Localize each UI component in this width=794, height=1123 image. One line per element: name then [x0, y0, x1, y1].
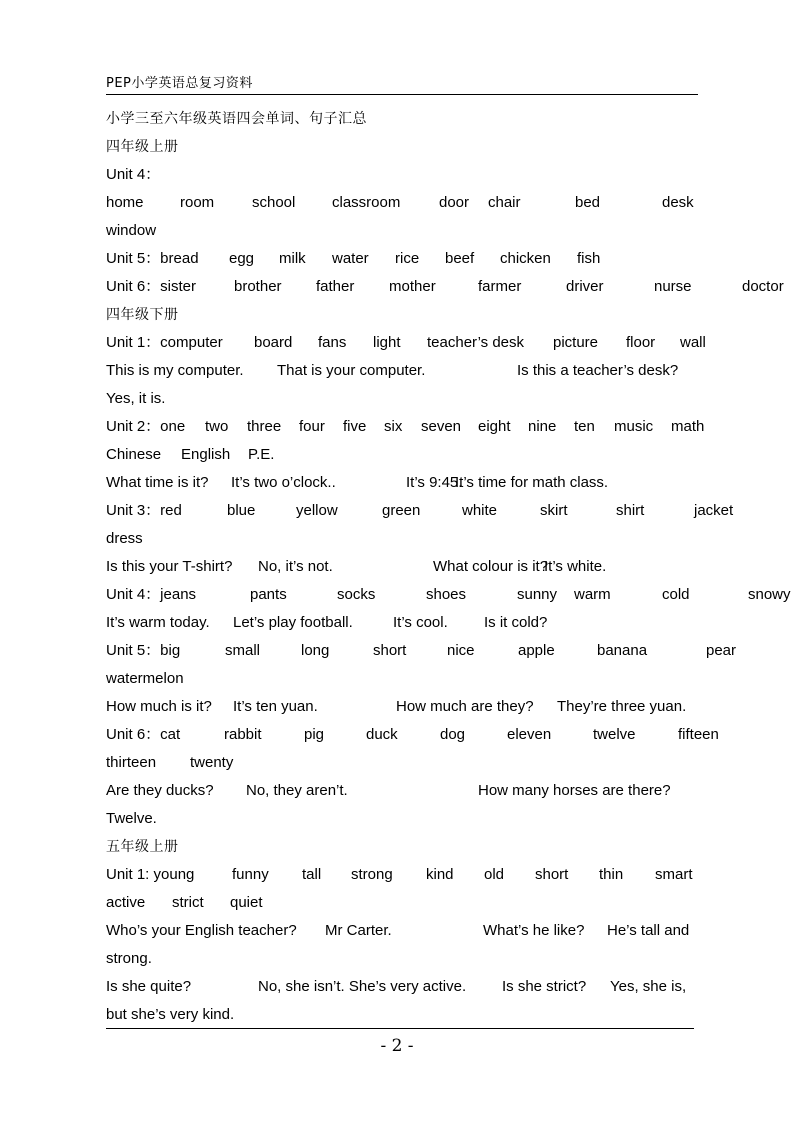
word: English: [181, 446, 231, 463]
word: Is it cold?: [484, 614, 548, 631]
page-number: - 2 -: [380, 1036, 414, 1056]
text-line: [106, 892, 794, 914]
word: cold: [662, 586, 690, 603]
word: rice: [395, 250, 420, 267]
word: nine: [528, 418, 557, 435]
word: duck: [366, 726, 398, 743]
word: quiet: [230, 894, 263, 911]
word: Is she quite?: [106, 978, 192, 995]
word: Chinese: [106, 446, 162, 463]
text-line: [106, 640, 794, 662]
word: math: [671, 418, 705, 435]
text-line: [106, 920, 794, 942]
word: doctor: [742, 278, 784, 295]
word: snowy: [748, 586, 791, 603]
word: strict: [172, 894, 204, 911]
word: green: [382, 502, 421, 519]
word: room: [180, 194, 215, 211]
word: wall: [680, 334, 706, 351]
text-line: [106, 612, 794, 634]
word: music: [614, 418, 654, 435]
word: blue: [227, 502, 256, 519]
word: Mr Carter.: [325, 922, 392, 939]
word: apple: [518, 642, 555, 659]
word: They’re three yuan.: [557, 698, 687, 715]
text-line: Yes, it is.: [106, 390, 166, 407]
word: strong: [351, 866, 393, 883]
word: warm: [574, 586, 611, 603]
word: chicken: [500, 250, 551, 267]
word: Unit 5：big: [106, 642, 181, 659]
word: yellow: [296, 502, 338, 519]
word: six: [384, 418, 403, 435]
word: No, it’s not.: [258, 558, 333, 575]
word: thin: [599, 866, 624, 883]
word: Are they ducks?: [106, 782, 214, 799]
word: What time is it?: [106, 474, 209, 491]
word: It’s ten yuan.: [233, 698, 318, 715]
word: rabbit: [224, 726, 262, 743]
word: It’s cool.: [393, 614, 448, 631]
word: ten: [574, 418, 595, 435]
text-line: 四年级上册: [106, 139, 179, 155]
word: Unit 2：one: [106, 418, 186, 435]
word: That is your computer.: [277, 362, 426, 379]
word: eleven: [507, 726, 552, 743]
text-line: strong.: [106, 950, 152, 967]
word: It’s white.: [544, 558, 607, 575]
text-line: [106, 752, 794, 774]
word: Unit 1: young: [106, 866, 195, 883]
text-line: watermelon: [106, 670, 184, 687]
word: classroom: [332, 194, 401, 211]
word: seven: [421, 418, 462, 435]
word: How many horses are there?: [478, 782, 671, 799]
word: light: [373, 334, 401, 351]
word: twenty: [190, 754, 234, 771]
text-line: [106, 780, 794, 802]
word: short: [535, 866, 569, 883]
word: fish: [577, 250, 601, 267]
word: Unit 5：bread: [106, 250, 199, 267]
text-line: Unit 4：: [106, 166, 161, 183]
word: dog: [440, 726, 466, 743]
word: skirt: [540, 502, 568, 519]
text-line: [106, 472, 794, 494]
word: fifteen: [678, 726, 719, 743]
word: Is this your T-shirt?: [106, 558, 233, 575]
word: egg: [229, 250, 255, 267]
text-line: [106, 360, 794, 382]
text-line: Twelve.: [106, 810, 157, 827]
word: old: [484, 866, 505, 883]
word: How much are they?: [396, 698, 534, 715]
text-line: [106, 696, 794, 718]
word: driver: [566, 278, 604, 295]
text-line: [106, 276, 794, 298]
word: Unit 4：jeans: [106, 586, 197, 603]
word: Unit 1：computer: [106, 334, 223, 351]
word: Unit 6：sister: [106, 278, 197, 295]
word: five: [343, 418, 367, 435]
text-line: [106, 248, 794, 270]
word: This is my computer.: [106, 362, 244, 379]
word: Let’s play football.: [233, 614, 353, 631]
word: kind: [426, 866, 454, 883]
word: smart: [655, 866, 693, 883]
word: It’s time for math class.: [455, 474, 609, 491]
word: socks: [337, 586, 376, 603]
word: He’s tall and: [607, 922, 690, 939]
word: fans: [318, 334, 347, 351]
word: beef: [445, 250, 475, 267]
word: water: [332, 250, 369, 267]
text-line: [106, 724, 794, 746]
word: short: [373, 642, 407, 659]
word: floor: [626, 334, 656, 351]
word: What colour is it?: [433, 558, 549, 575]
word: brother: [234, 278, 282, 295]
word: twelve: [593, 726, 636, 743]
word: mother: [389, 278, 436, 295]
text-line: [106, 332, 794, 354]
word: milk: [279, 250, 306, 267]
word: nurse: [654, 278, 692, 295]
header-divider: [106, 94, 698, 95]
word: How much is it?: [106, 698, 212, 715]
word: nice: [447, 642, 475, 659]
word: desk: [662, 194, 694, 211]
word: bed: [575, 194, 601, 211]
text-line: [106, 976, 794, 998]
word: Yes, she is,: [610, 978, 687, 995]
word: eight: [478, 418, 511, 435]
word: It’s 9:45.: [406, 474, 463, 491]
word: shoes: [426, 586, 467, 603]
running-header: PEP小学英语总复习资料: [106, 76, 253, 91]
word: No, they aren’t.: [246, 782, 348, 799]
word: father: [316, 278, 355, 295]
word: four: [299, 418, 325, 435]
word: Is this a teacher’s desk?: [517, 362, 679, 379]
word: tall: [302, 866, 322, 883]
text-line: [106, 584, 794, 606]
word: active: [106, 894, 146, 911]
word: It’s two o’clock..: [231, 474, 336, 491]
text-line: dress: [106, 530, 143, 547]
word: Is she strict?: [502, 978, 587, 995]
word: Who’s your English teacher?: [106, 922, 297, 939]
word: chair: [488, 194, 521, 211]
word: banana: [597, 642, 648, 659]
text-line: but she’s very kind.: [106, 1006, 235, 1023]
word: board: [254, 334, 293, 351]
text-line: [106, 444, 794, 466]
text-line: 四年级下册: [106, 307, 179, 323]
word: door: [439, 194, 470, 211]
text-line: [106, 864, 794, 886]
word: two: [205, 418, 229, 435]
footer-divider: [106, 1028, 694, 1029]
text-line: 小学三至六年级英语四会单词、句子汇总: [106, 111, 367, 127]
word: thirteen: [106, 754, 157, 771]
word: teacher’s desk: [427, 334, 525, 351]
word: home: [106, 194, 144, 211]
word: It’s warm today.: [106, 614, 210, 631]
text-line: [106, 192, 794, 214]
word: three: [247, 418, 282, 435]
text-line: [106, 416, 794, 438]
word: pear: [706, 642, 737, 659]
word: picture: [553, 334, 599, 351]
word: pants: [250, 586, 287, 603]
word: shirt: [616, 502, 645, 519]
word: Unit 3：red: [106, 502, 182, 519]
text-line: 五年级上册: [106, 839, 179, 855]
word: Unit 6：cat: [106, 726, 181, 743]
word: What’s he like?: [483, 922, 585, 939]
word: white: [462, 502, 498, 519]
word: pig: [304, 726, 325, 743]
text-line: [106, 556, 794, 578]
word: farmer: [478, 278, 522, 295]
text-line: [106, 500, 794, 522]
word: No, she isn’t. She’s very active.: [258, 978, 467, 995]
word: long: [301, 642, 330, 659]
word: jacket: [694, 502, 734, 519]
word: funny: [232, 866, 269, 883]
word: school: [252, 194, 296, 211]
text-line: window: [106, 222, 157, 239]
word: P.E.: [248, 446, 275, 463]
word: sunny: [517, 586, 558, 603]
word: small: [225, 642, 261, 659]
